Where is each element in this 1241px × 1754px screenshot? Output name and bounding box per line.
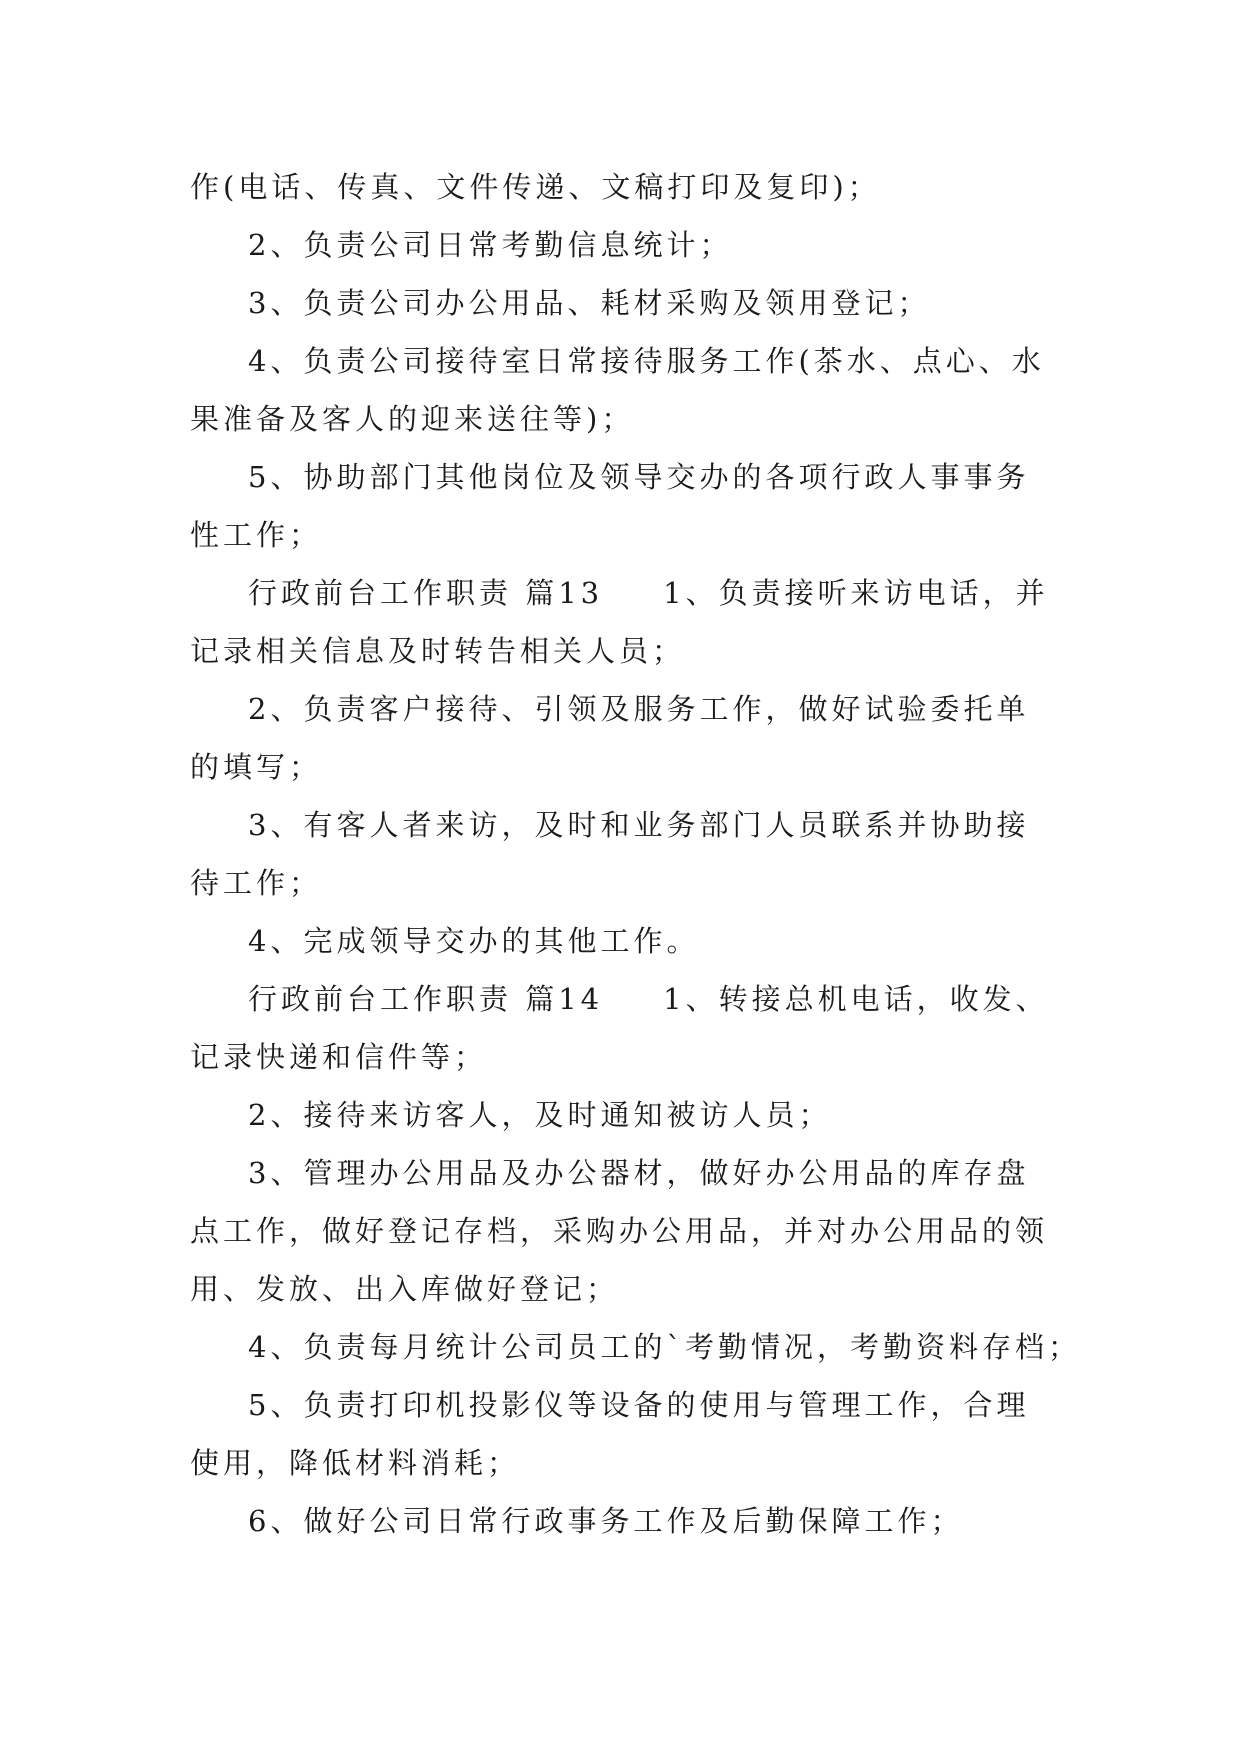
list-item: 5、协助部门其他岗位及领导交办的各项行政人事事务 — [248, 460, 1030, 494]
list-item: 6、做好公司日常行政事务工作及后勤保障工作； — [248, 1504, 964, 1538]
text-line: 使用，降低材料消耗； — [190, 1446, 521, 1480]
list-item: 3、管理办公用品及办公器材，做好办公用品的库存盘 — [248, 1156, 1030, 1190]
text-line: 作(电话、传真、文件传递、文稿打印及复印)； — [190, 170, 881, 204]
text-line: 的填写； — [190, 750, 323, 784]
list-item: 2、接待来访客人，及时通知被访人员； — [248, 1098, 832, 1132]
list-item: 2、负责客户接待、引领及服务工作，做好试验委托单 — [248, 692, 1030, 726]
list-item: 3、负责公司办公用品、耗材采购及领用登记； — [248, 286, 931, 320]
text-line: 待工作； — [190, 866, 323, 900]
list-item: 5、负责打印机投影仪等设备的使用与管理工作，合理 — [248, 1388, 1030, 1422]
body-text — [190, 158, 1081, 1550]
list-item: 4、完成领导交办的其他工作。 — [248, 924, 700, 958]
text-line: 记录快递和信件等； — [190, 1040, 488, 1074]
list-item: 1、负责接听来访电话，并 — [663, 576, 1049, 610]
text-line: 性工作； — [190, 518, 323, 552]
list-item: 1、转接总机电话，收发、 — [663, 982, 1049, 1016]
text-line: 记录相关信息及时转告相关人员； — [190, 634, 686, 668]
list-item: 3、有客人者来访，及时和业务部门人员联系并协助接 — [248, 808, 1030, 842]
list-item: 2、负责公司日常考勤信息统计； — [248, 228, 733, 262]
section-heading-line — [190, 564, 1060, 622]
text-line: 点工作，做好登记存档，采购办公用品，并对办公用品的领 — [190, 1214, 1049, 1248]
text-line: 果准备及客人的迎来送往等)； — [190, 402, 635, 436]
section-heading-line — [190, 970, 1060, 1028]
list-item: 4、负责每月统计公司员工的`考勤情况，考勤资料存档； — [248, 1330, 1081, 1364]
section-heading: 行政前台工作职责 篇13 — [248, 576, 604, 610]
section-heading: 行政前台工作职责 篇14 — [248, 982, 604, 1016]
list-item: 4、负责公司接待室日常接待服务工作(茶水、点心、水 — [248, 344, 1045, 378]
text-line: 用、发放、出入库做好登记； — [190, 1272, 620, 1306]
